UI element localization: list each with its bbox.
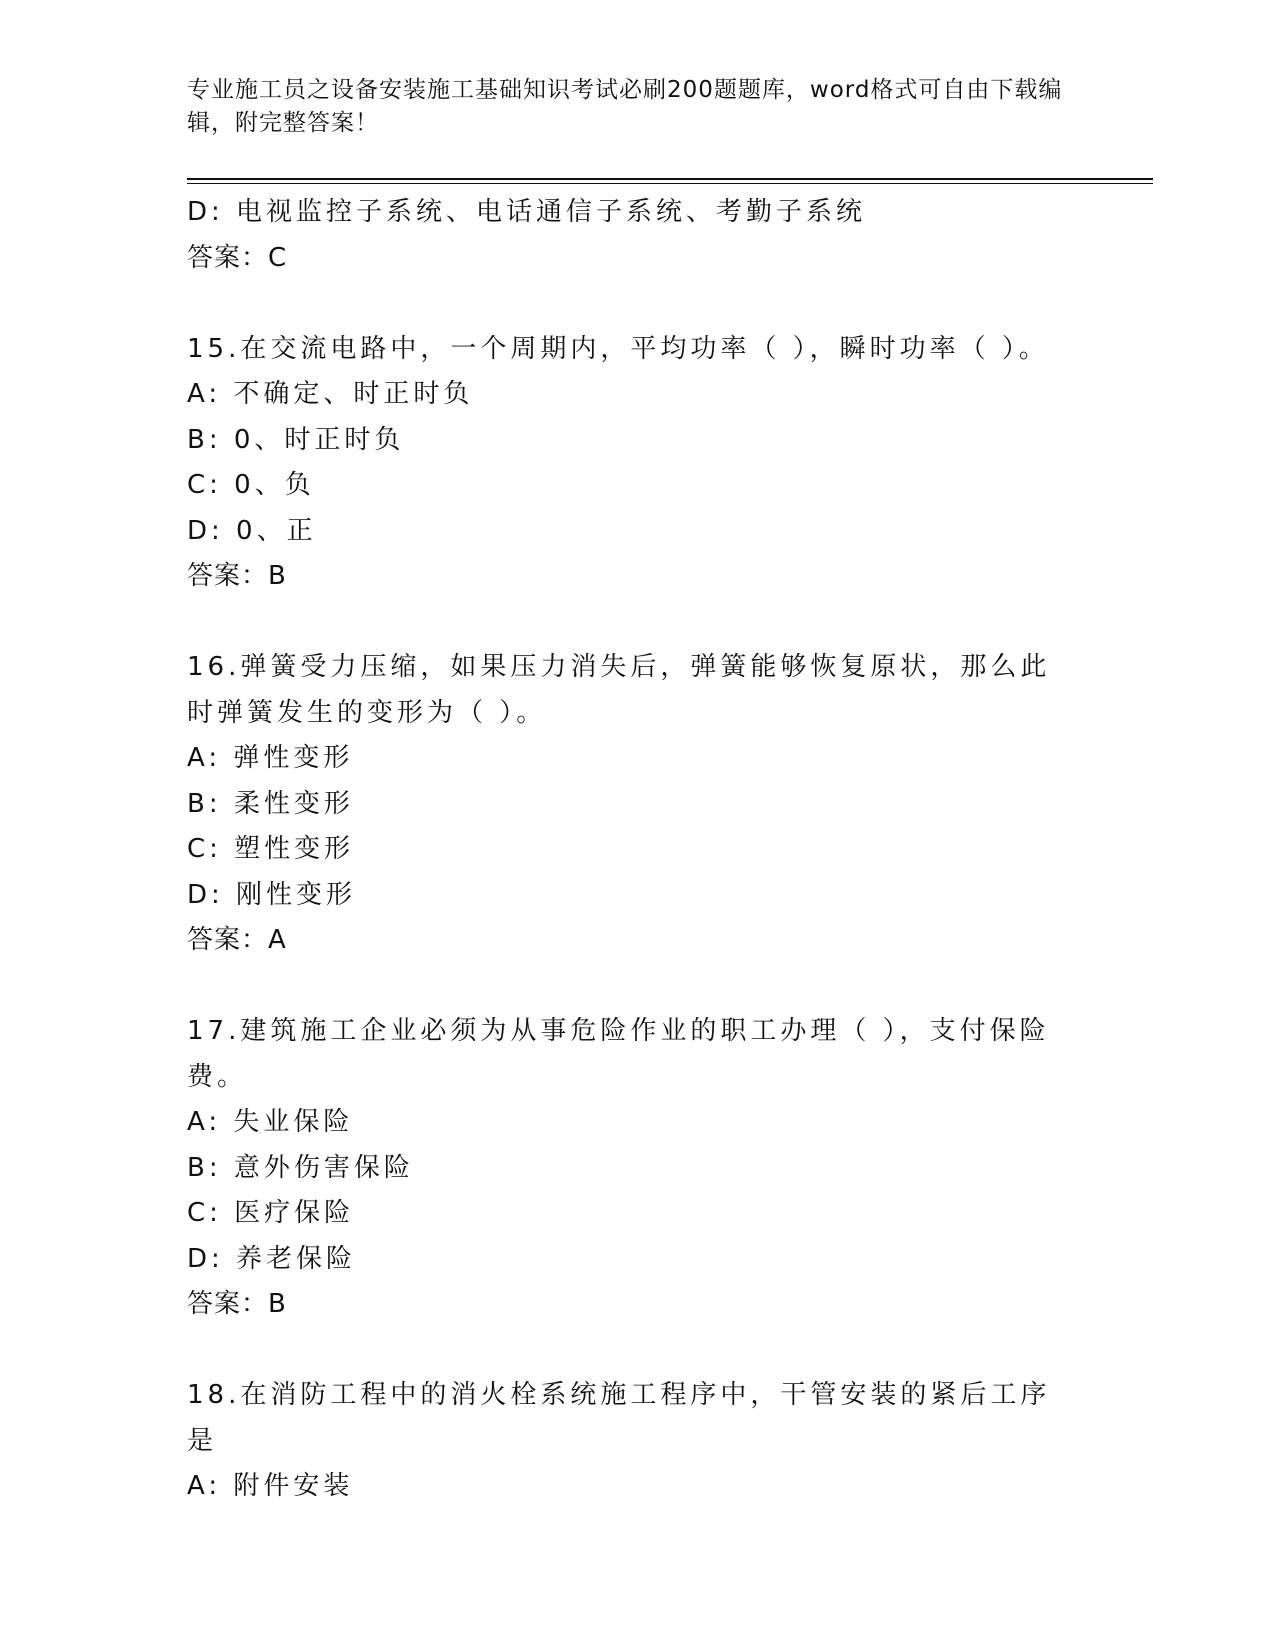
answer-line: 答案：B xyxy=(187,561,287,591)
option-b: B: 意外伤害保险 xyxy=(187,1152,414,1183)
answer-line: 答案：A xyxy=(187,925,287,955)
question-list xyxy=(187,190,1087,1510)
option-d: D: 刚性变形 xyxy=(187,879,357,910)
spacer xyxy=(187,964,1087,1010)
spacer xyxy=(187,600,1087,646)
option-a: A: 附件安装 xyxy=(187,1471,354,1501)
option-c: C: 0、负 xyxy=(187,470,315,500)
option-d: D: 电视监控子系统、电话通信子系统、考勤子系统 xyxy=(187,197,867,227)
option-a: A: 失业保险 xyxy=(187,1107,354,1137)
question-text: 17.建筑施工企业必须为从事危险作业的职工办理（ ），支付保险费。 xyxy=(187,1016,1050,1092)
question-text: 15.在交流电路中，一个周期内，平均功率（ ），瞬时功率（ ）。 xyxy=(187,333,1049,364)
question-text: 16.弹簧受力压缩，如果压力消失后，弹簧能够恢复原状，那么此时弹簧发生的变形为（ ）。 xyxy=(187,652,1051,728)
answer-line: 答案：B xyxy=(187,1289,287,1319)
option-b: B: 柔性变形 xyxy=(187,788,354,819)
option-b: B: 0、时正时负 xyxy=(187,424,405,455)
header-rule-thin xyxy=(187,183,1153,184)
answer-line: 答案：C xyxy=(187,242,288,273)
option-a: A: 不确定、时正时负 xyxy=(187,379,474,409)
spacer xyxy=(187,1328,1087,1374)
option-a: A: 弹性变形 xyxy=(187,743,354,773)
question-15 xyxy=(187,327,1087,600)
option-d: D: 0、正 xyxy=(187,515,317,546)
question-17 xyxy=(187,1009,1087,1328)
question-text: 18.在消防工程中的消火栓系统施工程序中，干管安装的紧后工序是 xyxy=(187,1380,1051,1456)
previous-question-tail xyxy=(187,190,1087,281)
document-header: 专业施工员之设备安装施工基础知识考试必刷200题题库，word格式可自由下载编辑，附完整答案！ xyxy=(187,77,1063,136)
question-16 xyxy=(187,645,1087,964)
question-18 xyxy=(187,1373,1087,1510)
spacer xyxy=(187,281,1087,327)
header-rule-thick xyxy=(187,178,1153,180)
option-c: C: 医疗保险 xyxy=(187,1198,355,1228)
option-c: C: 塑性变形 xyxy=(187,834,355,864)
option-d: D: 养老保险 xyxy=(187,1243,357,1274)
